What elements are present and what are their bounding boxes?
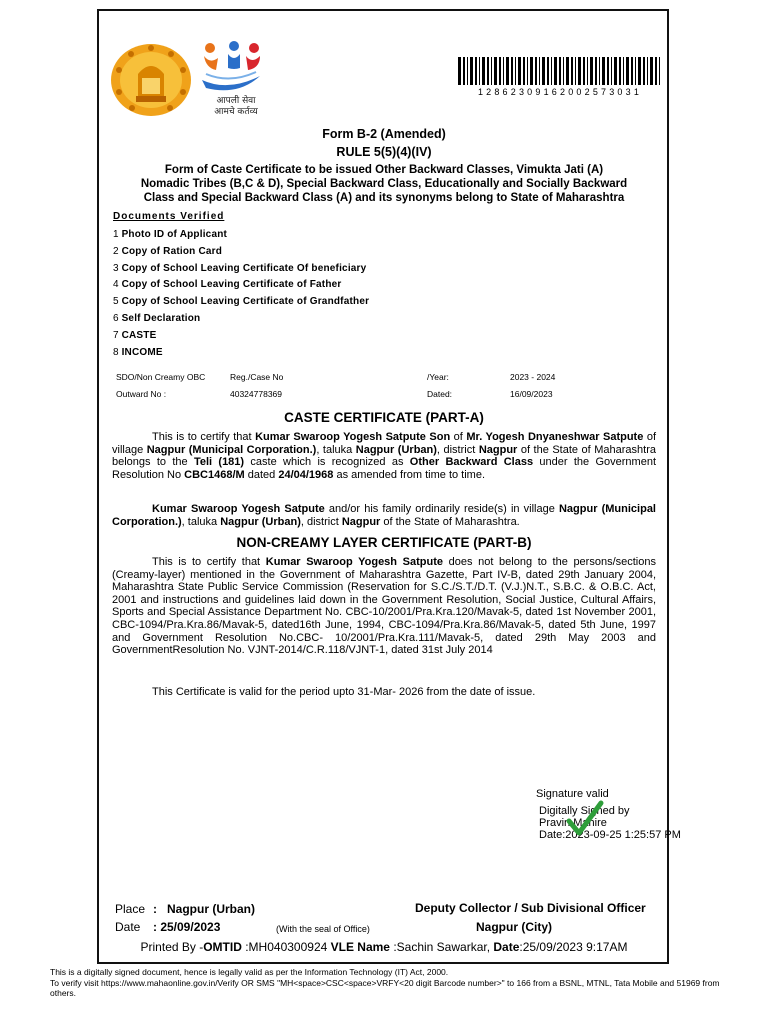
- document-item: [113, 261, 369, 278]
- document-label: CASTE: [121, 329, 157, 341]
- document-number: 8: [113, 346, 119, 358]
- part-b-title: NON-CREAMY LAYER CERTIFICATE (PART-B): [236, 535, 532, 550]
- document-number: 1: [113, 229, 119, 240]
- sdo-label: SDO/Non Creamy OBC: [116, 372, 206, 382]
- year-value: 2023 - 2024: [510, 372, 556, 382]
- reg-case-label: Reg./Case No: [230, 372, 284, 382]
- rule-title: RULE 5(5)(4)(IV): [336, 145, 432, 159]
- signature-line-1: Digitally Signed by: [539, 805, 630, 817]
- document-item: [113, 345, 369, 362]
- barcode-number: 12862309162002573031: [477, 87, 643, 97]
- date-value: : 25/09/2023: [153, 920, 221, 934]
- documents-list: [113, 227, 369, 361]
- document-label: Photo ID of Applicant: [121, 229, 228, 240]
- form-description: Form of Caste Certificate to be issued Other Backward Classes, Vimukta Jati (A) Nomadic Tribes (B,C & D), Special Backward Class, Educationally and Socially Backward Class and Special Backward Class (A) and its synonyms belong to State of Maharashtra: [140, 164, 628, 204]
- place-label: Place: [115, 902, 146, 916]
- part-a-paragraph-1: This is to certify that Kumar Swaroop Yogesh Satpute Son of Mr. Yogesh Dnyaneshwar Satpute of village Nagpur (Municipal Corporation.), taluka Nagpur (Urban), district Nagpur of the State of Maharashtra belongs to the Teli (181) caste which is recognized as Other Backward Class under the Government Resolution No CBC1468/M dated 24/04/1968 as amended from time to time.: [112, 431, 657, 481]
- document-number: 2: [113, 245, 119, 257]
- part-a-title: CASTE CERTIFICATE (PART-A): [284, 410, 484, 425]
- document-item: [113, 244, 369, 261]
- document-label: Self Declaration: [121, 312, 201, 324]
- validity-text: This Certificate is valid for the period upto 31-Mar- 2026 from the date of issue.: [152, 686, 536, 698]
- document-label: Copy of Ration Card: [121, 245, 223, 257]
- footer-line-2: To verify visit https://www.mahaonline.gov.in/Verify OR SMS "MH<space>CSC<space>VRFY<20 digit Barcode number>" to 166 from a BSNL, MTNL, Tata Mobile and 51969 from others.: [50, 977, 720, 998]
- document-label: Copy of School Leaving Certificate Of beneficiary: [121, 262, 367, 274]
- officer-office: Nagpur (City): [476, 920, 552, 934]
- document-number: 3: [113, 262, 119, 274]
- document-number: 7: [113, 329, 119, 341]
- outward-label: Outward No :: [116, 389, 167, 399]
- dated-value: 16/09/2023: [510, 389, 553, 399]
- document-label: Copy of School Leaving Certificate of Father: [121, 279, 342, 291]
- place-colon: :: [153, 902, 157, 916]
- place-value: Nagpur (Urban): [167, 902, 255, 916]
- officer-designation: Deputy Collector / Sub Divisional Officer: [415, 901, 646, 915]
- document-item: [113, 277, 369, 294]
- document-label: Copy of School Leaving Certificate of Grandfather: [121, 296, 370, 308]
- part-b-paragraph: This is to certify that Kumar Swaroop Yogesh Satpute does not belong to the persons/sections (Creamy-layer) mentioned in the Government of Maharashtra Gazette, Part IV-B, dated 29th January 2004, Maharashtra State Public Service Commission (Reservation for S.C./S.T./D.T. (V.J.)N.T., S.B.C. & O.B.C. Act, 2001 and instructions and guidelines laid down in the Government Resolution, Social Justice, Cultural Affairs, Sports and Special Assistance Department No. CBC-10/2001/Pra.Kra.120/Mavak-5, dated 1st November 2001, CBC-1094/Pra.Kra.86/Mavak-5, dated16th June, 1994, CBC-1094/Pra.Kra.86/Mavak-5, dated 5th June, 1997 and Government Resolution No.CBC- 10/2001/Pra.Kra.111/Mavak-5, dated 29th May 2003 and GovernmentResolution No. VJNT-2014/C.R.118/VJNT-1, dated 31st July 2014: [112, 556, 656, 657]
- footer-line-1: This is a digitally signed document, hence is legally valid as per the Information Technology (IT) Act, 2000.: [50, 967, 449, 977]
- footer-notice: [50, 967, 730, 999]
- barcode-image: [458, 57, 662, 85]
- document-item: [113, 328, 369, 345]
- date-label: Date: [115, 920, 141, 934]
- document-number: 4: [113, 279, 119, 291]
- form-title: Form B-2 (Amended): [322, 127, 446, 141]
- document-item: [113, 227, 369, 244]
- dated-label: Dated:: [427, 389, 453, 399]
- document-number: 5: [113, 296, 119, 308]
- documents-verified-heading: Documents Verified: [113, 211, 225, 222]
- document-item: [113, 294, 369, 311]
- year-label: /Year:: [427, 372, 449, 382]
- document-label: INCOME: [121, 346, 163, 358]
- logo-motto: [206, 96, 266, 118]
- maharashtra-seal-logo: [108, 40, 194, 118]
- outward-value: 40324778369: [230, 389, 283, 399]
- seal-note: (With the seal of Office): [276, 924, 370, 934]
- part-a-paragraph-2: Kumar Swaroop Yogesh Satpute and/or his family ordinarily reside(s) in village Nagpur (Municipal Corporation.), taluka Nagpur (Urban), district Nagpur of the State of Maharashtra.: [112, 503, 656, 528]
- digital-signature-block: [539, 805, 681, 841]
- printed-by-line: Printed By -OMTID :MH040300924 VLE Name :Sachin Sawarkar, Date:25/09/2023 9:17AM: [140, 940, 628, 954]
- signature-date: Date:2023-09-25 1:25:57 PM: [539, 829, 681, 841]
- motto-line-2: आमचे कर्तव्य: [214, 107, 258, 117]
- motto-line-1: आपली सेवा: [216, 96, 256, 106]
- signature-valid-label: Signature valid: [536, 788, 609, 800]
- document-item: [113, 311, 369, 328]
- checkmark-icon: [565, 797, 605, 841]
- document-number: 6: [113, 312, 119, 324]
- signature-signer: Pravin Mahire: [539, 817, 607, 829]
